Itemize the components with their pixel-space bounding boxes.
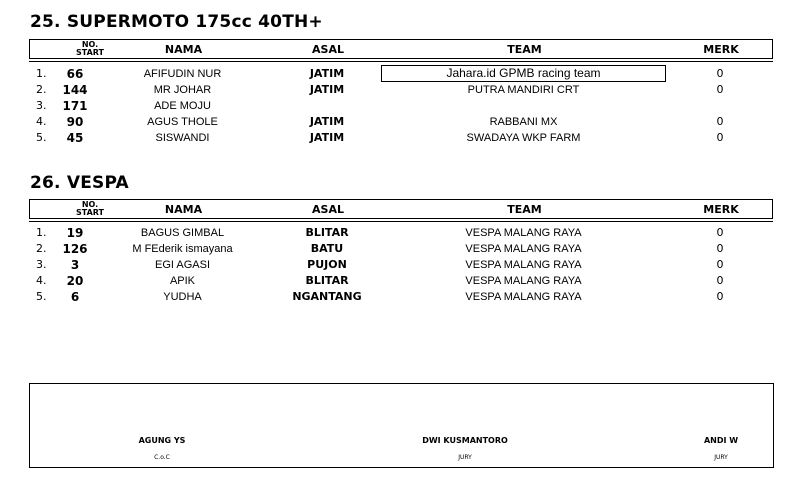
rank: 1. [36,67,47,80]
origin: JATIM [309,67,345,80]
origin: PUJON [307,258,347,271]
origin: JATIM [309,131,345,144]
origin: JATIM [309,115,345,128]
signatory-name: AGUNG YS [138,436,186,445]
start-number: 66 [66,67,84,81]
rider-name: APIK [169,275,196,287]
table-row [0,257,800,273]
rider-name: M FEderik ismayana [132,243,233,255]
team-name: Jahara.id GPMB racing team [381,65,666,82]
header-no-label: NO. [81,40,99,49]
header-asal: ASAL [312,42,344,56]
header-nama: NAMA [164,42,203,56]
rank: 4. [36,274,47,287]
header-team: TEAM [507,202,542,216]
signatory-role: JURY [458,454,472,461]
header-start-label: START [75,208,105,217]
rank: 2. [36,242,47,255]
start-number: 90 [66,115,84,129]
header-underline [29,221,773,222]
rank: 5. [36,131,47,144]
signatory-role: C.o.C [154,454,170,461]
origin: BLITAR [305,226,349,239]
table-header [29,199,773,219]
table-row [0,66,800,82]
table-row [0,98,800,114]
team-name: VESPA MALANG RAYA [465,291,582,303]
header-nama: NAMA [164,202,203,216]
merk: 0 [716,83,724,96]
header-team: TEAM [507,42,542,56]
table-row [0,241,800,257]
section-title: 26. VESPA [30,173,129,193]
rider-name: ADE MOJU [154,100,211,112]
rider-name: AGUS THOLE [147,116,218,128]
team-name: VESPA MALANG RAYA [465,243,582,255]
team-name: SWADAYA WKP FARM [466,132,581,144]
merk [690,98,750,114]
origin: BATU [310,242,344,255]
rank: 4. [36,115,47,128]
merk: 0 [716,258,724,271]
signatory-role: JURY [714,454,728,461]
team-name: VESPA MALANG RAYA [465,227,582,239]
origin: NGANTANG [292,290,362,303]
header-no-label: NO. [81,200,99,209]
rider-name: EGI AGASI [154,259,211,271]
table-row [0,114,800,130]
header-no-start [65,40,115,58]
header-no-start [65,200,115,218]
start-number: 3 [70,258,80,272]
rider-name: MR JOHAR [153,84,212,96]
start-number: 126 [62,242,88,256]
merk: 0 [716,131,724,144]
table-row [0,130,800,146]
merk: 0 [716,274,724,287]
team-name: VESPA MALANG RAYA [465,275,582,287]
table-row [0,225,800,241]
signatory-name: ANDI W [703,436,739,445]
start-number: 144 [62,83,88,97]
merk: 0 [716,290,724,303]
team-name: RABBANI MX [489,116,558,128]
rider-name: SISWANDI [155,132,210,144]
table-row [0,289,800,305]
origin: JATIM [309,83,345,96]
merk: 0 [716,242,724,255]
merk: 0 [716,226,724,239]
rank: 5. [36,290,47,303]
table-row [0,273,800,289]
rider-name: YUDHA [163,291,202,303]
rider-name: AFIFUDIN NUR [143,68,222,80]
section-title: 25. SUPERMOTO 175cc 40TH+ [30,12,323,32]
start-number: 6 [70,290,80,304]
merk: 0 [716,67,724,80]
header-underline [29,61,773,62]
table-row [0,82,800,98]
header-start-label: START [75,48,105,57]
team-name: VESPA MALANG RAYA [465,259,582,271]
team-name: PUTRA MANDIRI CRT [467,84,580,96]
signatory-name: DWI KUSMANTORO [422,436,508,445]
start-number: 45 [66,131,84,145]
rider-name: BAGUS GIMBAL [140,227,225,239]
rank: 1. [36,226,47,239]
team-name [381,98,666,114]
start-number: 171 [62,99,88,113]
header-merk: MERK [703,42,739,56]
merk: 0 [716,115,724,128]
start-number: 19 [66,226,84,240]
header-merk: MERK [703,202,739,216]
rank: 2. [36,83,47,96]
header-asal: ASAL [312,202,344,216]
origin [282,98,372,114]
start-number: 20 [66,274,84,288]
rank: 3. [36,99,47,112]
table-header [29,39,773,59]
origin: BLITAR [305,274,349,287]
rank: 3. [36,258,47,271]
